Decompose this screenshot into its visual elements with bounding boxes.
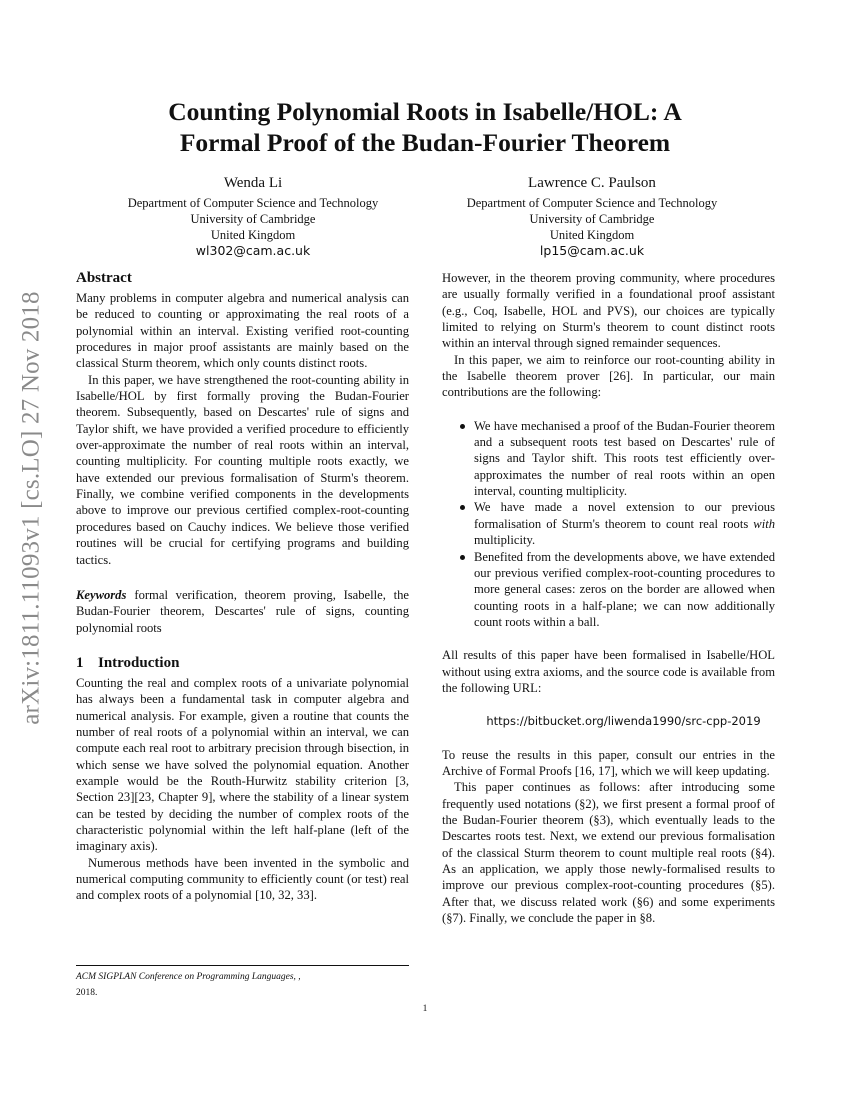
introduction-heading — [76, 653, 409, 673]
list-item-text: We have made a novel extension to our previous formalisation of Sturm's theorem to count real roots — [474, 500, 775, 531]
author-email: wl302@cam.ac.uk — [195, 243, 311, 258]
arxiv-identifier-text: arXiv:1811.11093v1 [cs.LO] 27 Nov 2018 — [18, 291, 45, 725]
author-name: Lawrence C. Paulson — [528, 175, 656, 191]
author-department: Department of Computer Science and Technology — [127, 196, 379, 210]
contributions-list — [456, 418, 775, 630]
paper-title-line-1: Counting Polynomial Roots in Isabelle/HOL: A — [168, 97, 682, 126]
body-paragraph-4: To reuse the results in this paper, consult our entries in the Archive of Formal Proofs [16, 17], which we will keep updating. — [442, 747, 775, 778]
body-paragraph-5: This paper continues as follows: after introducing some frequently used notations (§2), we first present a formal proof of the Budan-Fourier theorem (§3), which eventually leads to the Descartes roots test. Next, we extend our previous formalisation of the classical Sturm theorem to count multiple real roots (§4). As an application, we apply those newly-formalised results to improve our previous complex-root-counting procedures (§5). After that, we discuss related work (§6) and some experiments (§7). Finally, we conclude the paper in §8. — [442, 780, 775, 926]
author-country: United Kingdom — [210, 228, 296, 242]
footnote-year: 2018. — [76, 988, 98, 998]
source-code-url[interactable]: https://bitbucket.org/liwenda1990/src-cpp-2019 — [486, 714, 761, 729]
author-department: Department of Computer Science and Technology — [466, 196, 718, 210]
keywords-label: Keywords — [76, 587, 127, 602]
introduction-paragraph-2: Numerous methods have been invented in the symbolic and numerical computing community to efficiently count (or test) real and complex roots of a polynomial [10, 32, 33]. — [76, 855, 409, 903]
list-item-emphasis: with — [753, 516, 775, 531]
list-item: Benefited from the developments above, we have extended our previous verified complex-root-counting procedures to more general cases: zeros on the border are allowed when counting roots in a half-plane; we can now additionally count roots within a ball. — [456, 549, 775, 631]
body-paragraph-3: All results of this paper have been formalised in Isabelle/HOL without using extra axioms, and the source code is available from the following URL: — [442, 648, 775, 695]
arxiv-identifier-stamp — [10, 258, 54, 758]
author-block-2 — [427, 174, 757, 259]
abstract-heading: Abstract — [76, 270, 132, 286]
list-item-text: multiplicity. — [474, 533, 536, 548]
author-name: Wenda Li — [223, 175, 283, 191]
body-paragraph-2: In this paper, we aim to reinforce our root-counting ability in the Isabelle theorem prover [26]. In particular, our main contributions are the following: — [442, 352, 775, 400]
footnote — [76, 969, 416, 1001]
body-paragraph-1: However, in the theorem proving community, where procedures are usually formally verified in a foundational proof assistant (e.g., Coq, Isabelle, HOL and PVS), our choices are typically limited to relying on Sturm's theorem to count distinct roots within an interval through signed remainder sequences. — [442, 271, 775, 351]
author-country: United Kingdom — [549, 228, 635, 242]
footnote-divider — [76, 965, 409, 966]
paper-title-line-2: Formal Proof of the Budan-Fourier Theorem — [179, 128, 671, 157]
introduction-paragraph-1: Counting the real and complex roots of a univariate polynomial has always been a fundamental task in computer algebra and numerical analysis. For example, given a routine that counts the number of real roots of a polynomial within an interval, we can compute each real root to arbitrary precision through bisection, in which sense we have solved the polynomial equation. Another example would be the Routh-Hurwitz stability criterion [3, Section 23][23, Chapter 9], where the stability of a linear system can be tested by deciding the number of complex roots of the characteristic polynomial within the left half-plane (left of the imaginary axis). — [76, 675, 409, 854]
paper-title — [80, 96, 770, 158]
footnote-venue: ACM SIGPLAN Conference on Programming Languages, , — [76, 972, 301, 982]
author-email: lp15@cam.ac.uk — [539, 243, 645, 258]
section-title: Introduction — [98, 654, 180, 671]
keywords-text: formal verification, theorem proving, Isabelle, the Budan-Fourier theorem, Descartes' rule of signs, counting polynomial roots — [76, 587, 409, 635]
keywords — [76, 587, 409, 636]
list-item — [456, 499, 775, 548]
abstract-paragraph-1: Many problems in computer algebra and numerical analysis can be reduced to counting or approximating the real roots of a polynomial within an interval. Existing verified root-counting procedures in major proof assistants are mainly based on the classical Sturm theorem, which only counts distinct roots. — [76, 291, 409, 371]
left-column — [76, 268, 409, 904]
section-number: 1 — [76, 654, 84, 671]
author-university: University of Cambridge — [529, 212, 655, 226]
right-column — [442, 270, 775, 926]
page-number: 1 — [422, 1004, 428, 1014]
author-university: University of Cambridge — [190, 212, 316, 226]
author-block-1 — [88, 174, 418, 259]
abstract-paragraph-2: In this paper, we have strengthened the root-counting ability in Isabelle/HOL by first formally proving the Budan-Fourier theorem. Subsequently, based on Descartes' rule of signs and Taylor shift, we have provided a verified procedure to efficiently over-approximate the number of real roots within an interval, counting multiplicity. For counting multiple roots exactly, we have extended our previous formalisation of Sturm's theorem. Finally, we combine verified components in the developments above to improve our previous certified complex-root-counting procedures based on Cauchy indices. We believe those verified routines will be crucial for certifying programs and building tactics. — [76, 372, 409, 567]
list-item: We have mechanised a proof of the Budan-Fourier theorem and a subsequent roots test based on Descartes' rule of signs and Taylor shift. This roots test efficiently over-approximates the number of real roots within an open interval, counting multiplicity. — [456, 418, 775, 500]
